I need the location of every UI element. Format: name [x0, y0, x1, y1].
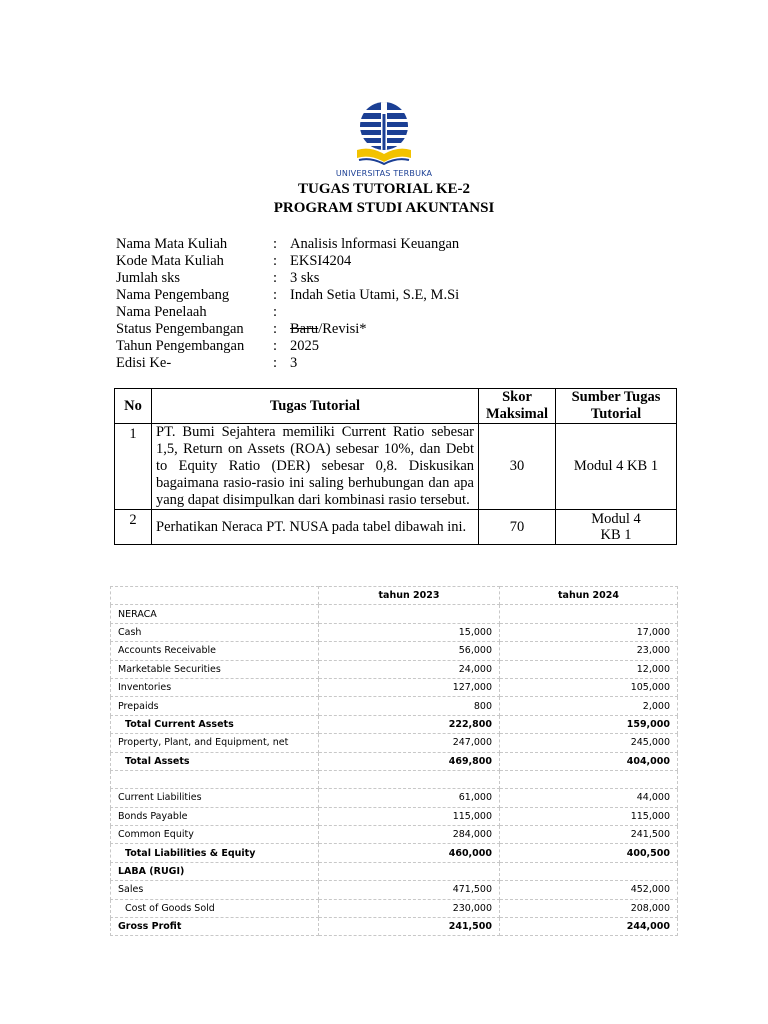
task-score: 30	[479, 424, 556, 510]
col-header-tugas: Tugas Tutorial	[152, 389, 479, 424]
table-row: Bonds Payable 115,000 115,000	[111, 807, 678, 825]
table-row: Inventories 127,000 105,000	[111, 678, 678, 696]
table-row: Total Assets 469,800 404,000	[111, 752, 678, 770]
info-value: Indah Setia Utami, S.E, M.Si	[290, 287, 460, 303]
info-row: Status Pengembangan : Baru/Revisi*	[116, 321, 367, 337]
table-row: Cost of Goods Sold 230,000 208,000	[111, 899, 678, 917]
table-row	[115, 510, 677, 545]
table-row: Sales 471,500 452,000	[111, 881, 678, 899]
info-row: Nama Pengembang : Indah Setia Utami, S.E, M.Si	[116, 287, 460, 303]
info-label: Tahun Pengembangan	[116, 338, 245, 354]
balance-sheet-table	[110, 586, 678, 936]
row-label: Total Liabilities & Equity	[111, 844, 319, 862]
tasks-header-row	[115, 389, 677, 424]
table-row: Property, Plant, and Equipment, net 247,000 245,000	[111, 734, 678, 752]
row-label: Common Equity	[111, 826, 319, 844]
info-label: Nama Penelaah	[116, 304, 207, 320]
ut-emblem-icon	[353, 100, 415, 168]
status-struck-value: Baru	[290, 321, 319, 337]
university-logo	[0, 100, 768, 178]
info-label: Status Pengembangan	[116, 321, 244, 337]
info-row: Edisi Ke- : 3	[116, 355, 298, 371]
row-label: Bonds Payable	[111, 807, 319, 825]
row-label: Accounts Receivable	[111, 642, 319, 660]
info-row: Jumlah sks : 3 sks	[116, 270, 320, 286]
table-row: Gross Profit 241,500 244,000	[111, 918, 678, 936]
info-row: Nama Mata Kuliah : Analisis lnformasi Keuangan	[116, 236, 460, 252]
info-label: Kode Mata Kuliah	[116, 253, 224, 269]
row-label: Cost of Goods Sold	[111, 899, 319, 917]
task-text: Perhatikan Neraca PT. NUSA pada tabel dibawah ini.	[152, 510, 479, 545]
task-no: 1	[115, 424, 152, 510]
info-row: Kode Mata Kuliah : EKSI4204	[116, 253, 352, 269]
task-score: 70	[479, 510, 556, 545]
row-label: Marketable Securities	[111, 660, 319, 678]
document-title: TUGAS TUTORIAL KE-2	[298, 181, 470, 197]
row-label: Sales	[111, 881, 319, 899]
balance-header-row	[111, 587, 678, 605]
info-row: Tahun Pengembangan : 2025	[116, 338, 319, 354]
table-row	[115, 424, 677, 510]
row-label	[111, 770, 319, 788]
info-label: Nama Pengembang	[116, 287, 230, 303]
task-source: Modul 4 KB 1	[556, 510, 677, 545]
info-value: 3 sks	[290, 270, 320, 286]
row-label: Prepaids	[111, 697, 319, 715]
info-label: Nama Mata Kuliah	[116, 236, 228, 252]
row-label: Total Current Assets	[111, 715, 319, 733]
row-label: Current Liabilities	[111, 789, 319, 807]
table-row: Current Liabilities 61,000 44,000	[111, 789, 678, 807]
row-label: Cash	[111, 623, 319, 641]
table-row: Total Current Assets 222,800 159,000	[111, 715, 678, 733]
row-label: LABA (RUGI)	[111, 862, 319, 880]
task-no: 2	[115, 510, 152, 545]
row-label: NERACA	[111, 605, 319, 623]
table-row: Total Liabilities & Equity 460,000 400,500	[111, 844, 678, 862]
program-title: PROGRAM STUDI AKUNTANSI	[273, 200, 495, 216]
table-row	[111, 605, 678, 623]
table-row: Accounts Receivable 56,000 23,000	[111, 642, 678, 660]
table-row	[111, 862, 678, 880]
info-value: EKSI4204	[290, 253, 352, 269]
info-value: 2025	[290, 338, 319, 354]
row-label: Inventories	[111, 678, 319, 696]
course-info	[116, 236, 459, 372]
col-header-skor: Skor Maksimal	[479, 389, 556, 424]
info-value: Analisis lnformasi Keuangan	[290, 236, 460, 252]
info-label: Jumlah sks	[116, 270, 181, 286]
status-value: /Revisi*	[318, 321, 367, 337]
tasks-table	[114, 388, 677, 545]
task-source: Modul 4 KB 1	[556, 424, 677, 510]
university-name: UNIVERSITAS TERBUKA	[335, 169, 433, 178]
col-header-sumber: Sumber Tugas Tutorial	[556, 389, 677, 424]
info-row: Nama Penelaah :	[116, 304, 278, 320]
table-row	[111, 770, 678, 788]
table-row: Prepaids 800 2,000	[111, 697, 678, 715]
row-label: Gross Profit	[111, 918, 319, 936]
col-header-no: No	[115, 389, 152, 424]
task-text: PT. Bumi Sejahtera memiliki Current Ratio sebesar 1,5, Return on Assets (ROA) sebesar 10%, dan Debt to Equity Ratio (DER) sebesar 0,8. Diskusikan bagaimana rasio-rasio ini saling berhubungan dan apa yang dapat disimpulkan dari kombinasi rasio tersebut.	[152, 424, 479, 510]
row-label: Total Assets	[111, 752, 319, 770]
row-label: Property, Plant, and Equipment, net	[111, 734, 319, 752]
col-header-2024: tahun 2024	[500, 587, 678, 605]
info-value: 3	[290, 355, 298, 371]
table-row: Cash 15,000 17,000	[111, 623, 678, 641]
table-row: Marketable Securities 24,000 12,000	[111, 660, 678, 678]
info-label: Edisi Ke-	[116, 355, 172, 371]
table-row: Common Equity 284,000 241,500	[111, 826, 678, 844]
col-header-2023: tahun 2023	[319, 587, 500, 605]
